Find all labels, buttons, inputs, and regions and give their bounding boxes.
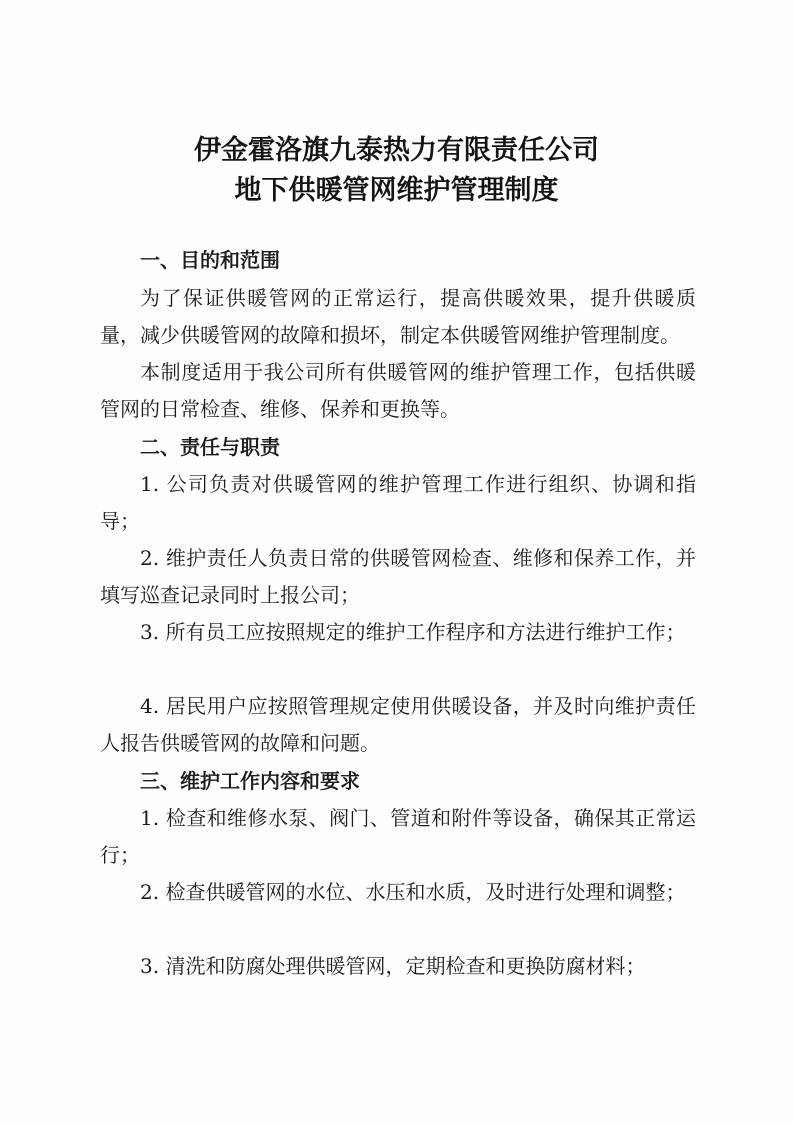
paragraph: 为了保证供暖管网的正常运行，提高供暖效果，提升供暖质量，减少供暖管网的故障和损坏，制定本供暖管网维护管理制度。 — [100, 286, 696, 347]
list-item: 4. 居民用户应按照管理规定使用供暖设备，并及时向维护责任人报告供暖管网的故障和问题。 — [100, 694, 696, 755]
document-title-line2: 地下供暖管网维护管理制度 — [234, 175, 559, 206]
list-item: 3. 所有员工应按照规定的维护工作程序和方法进行维护工作； — [140, 620, 686, 644]
section-heading-purpose-scope: 一、目的和范围 — [140, 248, 280, 272]
paragraph: 本制度适用于我公司所有供暖管网的维护管理工作，包括供暖管网的日常检查、维修、保养和更换等。 — [100, 360, 696, 421]
section-heading-responsibilities: 二、责任与职责 — [140, 435, 280, 459]
list-item: 2. 维护责任人负责日常的供暖管网检查、维修和保养工作，并填写巡查记录同时上报公司； — [100, 546, 696, 607]
document-title-line1: 伊金霍洛旗九泰热力有限责任公司 — [194, 135, 599, 166]
list-item: 3. 清洗和防腐处理供暖管网，定期检查和更换防腐材料； — [140, 954, 646, 978]
list-item: 1. 检查和维修水泵、阀门、管道和附件等设备，确保其正常运行； — [100, 806, 696, 867]
section-heading-maintenance-content: 三、维护工作内容和要求 — [140, 769, 360, 793]
list-item: 2. 检查供暖管网的水位、水压和水质，及时进行处理和调整； — [140, 880, 686, 904]
list-item: 1. 公司负责对供暖管网的维护管理工作进行组织、协调和指导； — [100, 472, 696, 533]
